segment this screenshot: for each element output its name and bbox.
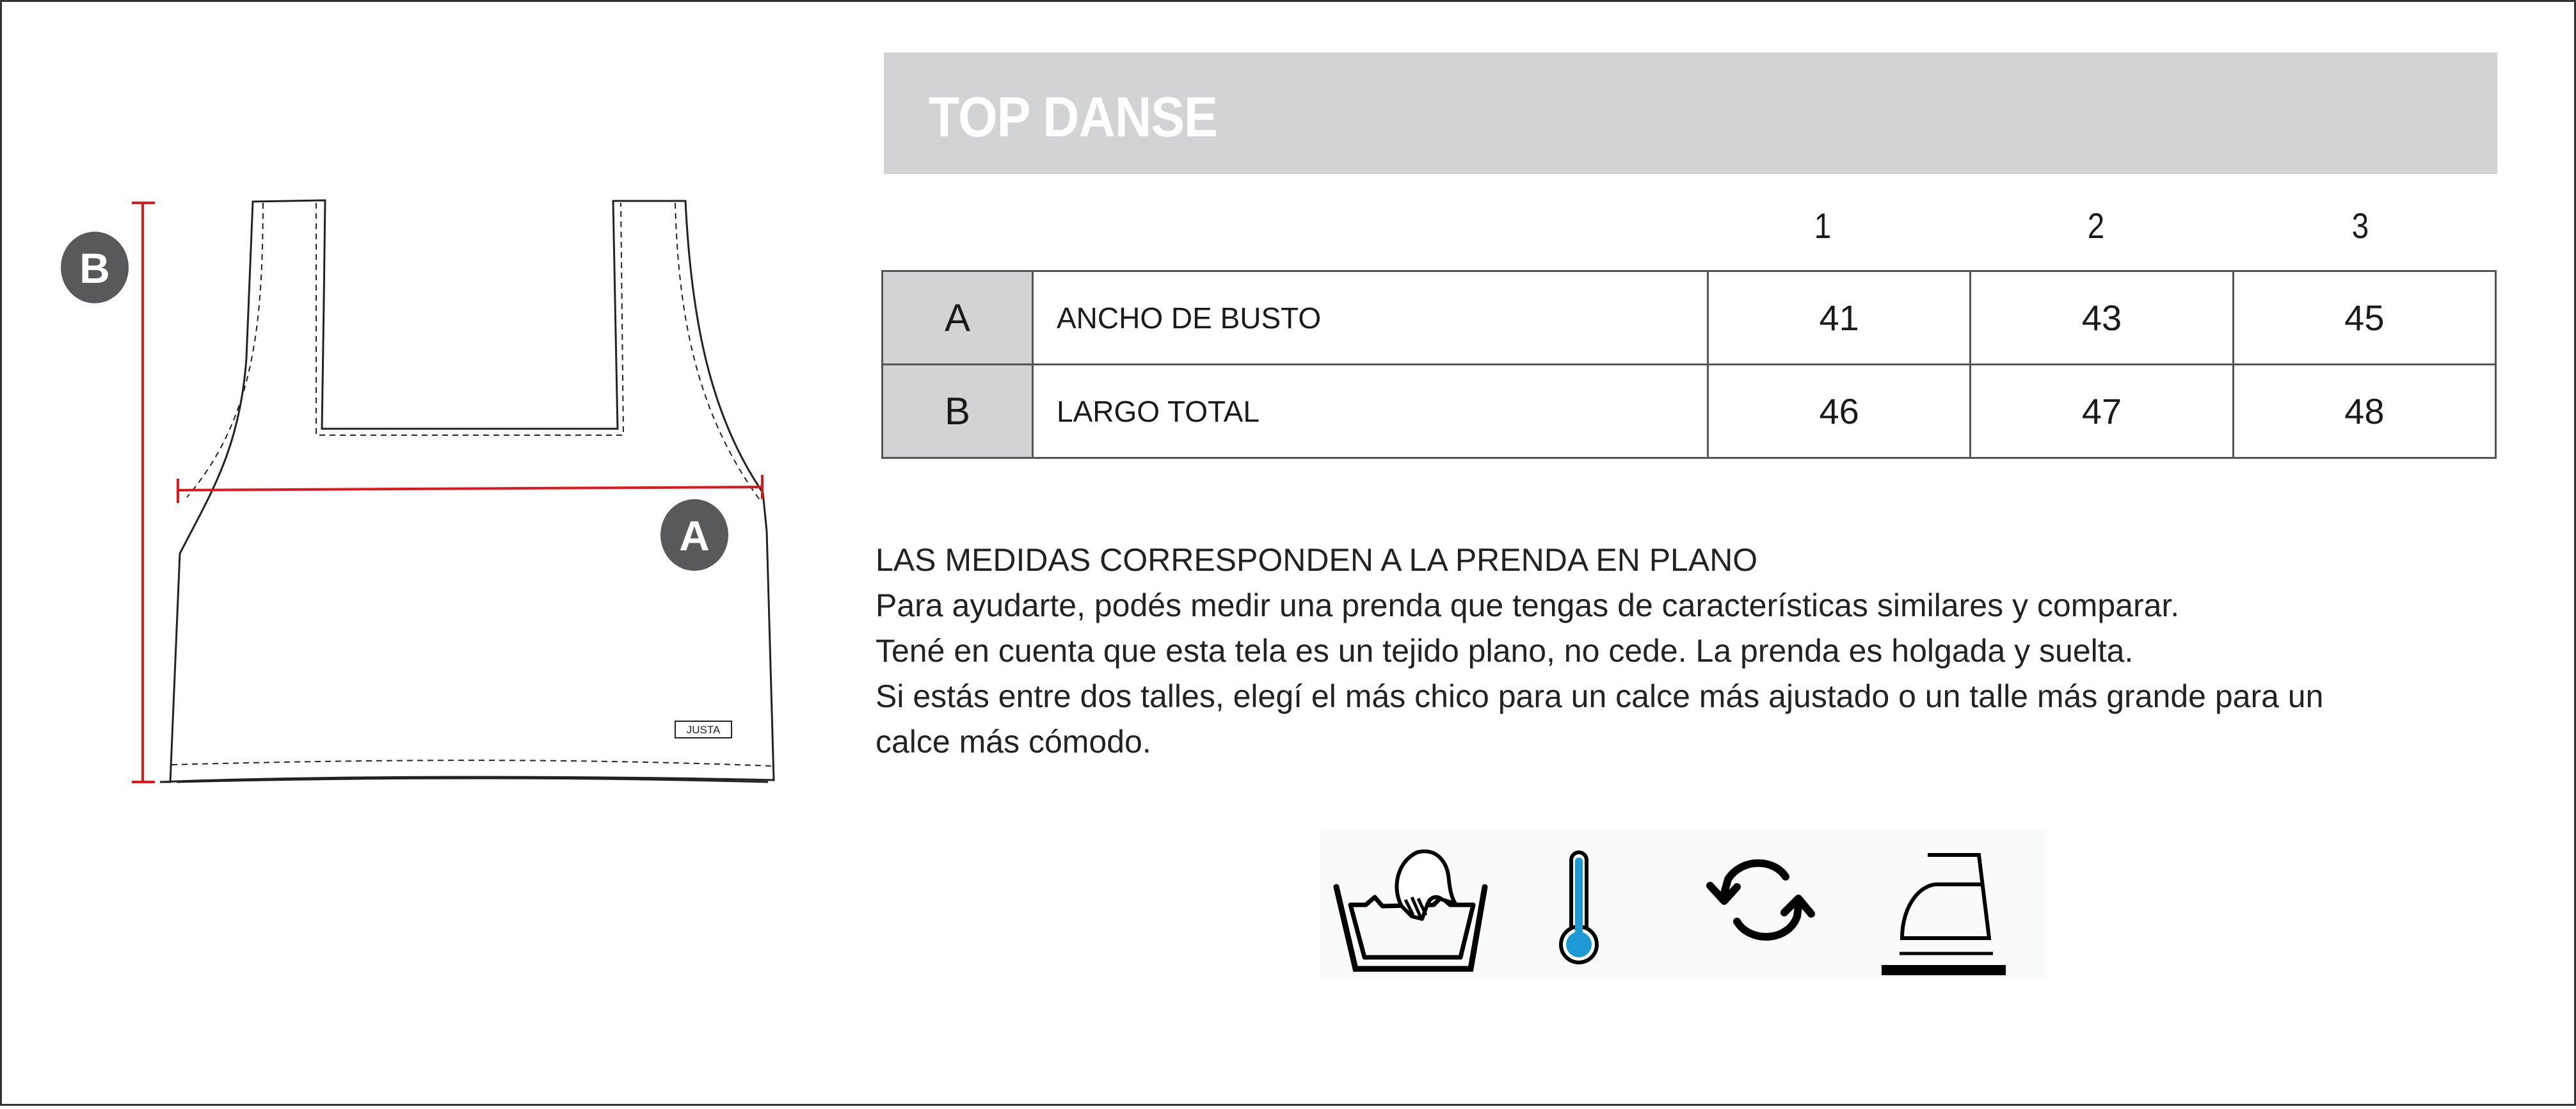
care-icons (1320, 829, 2044, 979)
measure-value: 47 (1971, 365, 2233, 458)
notes-line: Si estás entre dos talles, elegí el más chico para un calce más ajustado o un talle más grande para un (876, 678, 2324, 714)
brand-tag-text: JUSTA (686, 724, 721, 736)
measure-key: B (883, 365, 1033, 458)
svg-text:A: A (679, 512, 710, 559)
table-row (883, 271, 2496, 365)
measure-a-line (178, 475, 762, 503)
size-table (881, 270, 2497, 459)
measure-value: 41 (1708, 271, 1971, 365)
size-header-1: 1 (1814, 205, 1832, 246)
garment-stitching (172, 203, 771, 766)
measure-value: 45 (2233, 271, 2495, 365)
measure-value: 43 (1971, 271, 2233, 365)
iron-icon (1882, 849, 2035, 977)
notes-heading: LAS MEDIDAS CORRESPONDEN A LA PRENDA EN PLANO (876, 542, 1758, 578)
measure-value: 46 (1708, 365, 1971, 458)
measure-a-badge (660, 499, 728, 571)
measurement-notes (876, 538, 2476, 765)
measure-b-badge (61, 232, 129, 303)
hand-wash-icon (1327, 836, 1494, 977)
measure-label: ANCHO DE BUSTO (1033, 271, 1708, 365)
notes-line: calce más cómodo. (876, 724, 1151, 760)
reversible-icon (1704, 855, 1819, 951)
garment-diagram (0, 0, 845, 1106)
svg-text:B: B (79, 244, 110, 292)
cold-temperature-icon (1553, 849, 1604, 970)
measure-value: 48 (2233, 365, 2495, 458)
measure-key: A (883, 271, 1033, 365)
notes-line: Para ayudarte, podés medir una prenda que tengas de características similares y comparar. (876, 587, 2180, 623)
title-bar (884, 52, 2497, 174)
measure-label: LARGO TOTAL (1033, 365, 1708, 458)
size-header-3: 3 (2351, 205, 2369, 246)
table-row (883, 365, 2496, 458)
notes-line: Tené en cuenta que esta tela es un tejido plano, no cede. La prenda es holgada y suelta. (876, 633, 2134, 669)
size-header-2: 2 (2087, 205, 2105, 246)
measure-b-line (132, 203, 155, 782)
page-title: TOP DANSE (929, 85, 1218, 148)
